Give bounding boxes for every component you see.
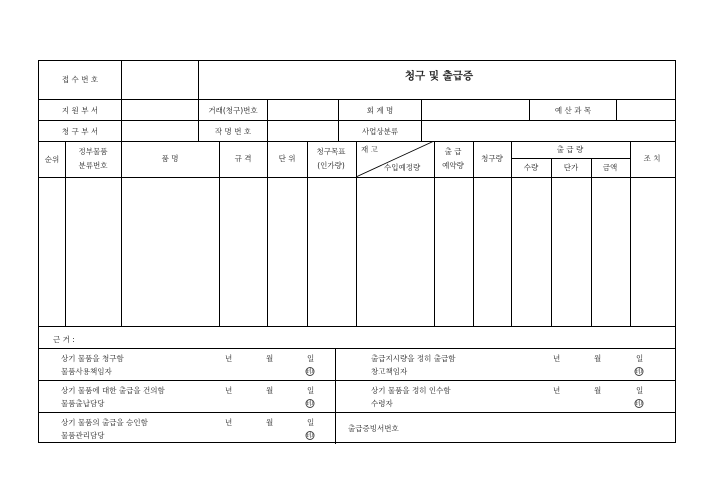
- day-label: 일: [307, 386, 315, 395]
- year-label: 년: [553, 354, 561, 363]
- col-issue-qty-group: 출 급 량: [556, 145, 584, 154]
- issue-no-label: 작 명 번 호: [214, 127, 252, 136]
- role-user-manager: 물품사용책임자: [61, 367, 112, 376]
- year-label: 년: [553, 386, 561, 395]
- statement-request: 상기 물품을 청구함: [61, 354, 124, 363]
- signature-approve[interactable]: [39, 413, 334, 443]
- seal-icon: 印: [635, 399, 643, 407]
- year-label: 년: [225, 354, 233, 363]
- col-issue-2: 예약량: [442, 161, 464, 170]
- col-gov-class-2: 분류번호: [78, 161, 108, 170]
- signature-issued[interactable]: [336, 349, 674, 380]
- seal-icon: 印: [306, 431, 314, 439]
- month-label: 월: [266, 354, 274, 363]
- signature-request[interactable]: [39, 349, 334, 380]
- month-label: 월: [266, 418, 274, 427]
- role-issue-officer: 물품출납담당: [61, 399, 105, 408]
- col-issue-1: 출 급: [444, 147, 462, 156]
- receipt-no-field[interactable]: [122, 62, 197, 98]
- signature-recommend[interactable]: [39, 381, 334, 412]
- year-label: 년: [225, 386, 233, 395]
- month-label: 월: [266, 386, 274, 395]
- col-target-2: (인가량): [317, 161, 345, 170]
- item-table-body[interactable]: [40, 178, 674, 325]
- form-title: 청구 및 출급증: [404, 70, 474, 82]
- day-label: 일: [636, 354, 644, 363]
- statement-approve: 상기 물품의 출급을 승인함: [61, 418, 148, 427]
- signature-received[interactable]: [336, 381, 674, 412]
- year-label: 년: [225, 418, 233, 427]
- account-name-label: 회 계 명: [366, 106, 394, 115]
- basis-label: 근 거 :: [53, 335, 75, 344]
- col-target-1: 청구목표: [316, 147, 346, 156]
- transaction-no-label: 거래(청구)번호: [208, 106, 258, 115]
- seal-icon: 印: [635, 367, 643, 375]
- role-property-manager: 물품관리담당: [61, 431, 105, 440]
- statement-received: 상기 물품을 정히 인수함: [371, 386, 451, 395]
- support-dept-label: 지 원 부 서: [61, 106, 99, 115]
- role-warehouse-manager: 창고책임자: [371, 367, 408, 376]
- receipt-no-label: 접 수 번 호: [61, 75, 99, 84]
- col-spec: 규 격: [234, 154, 252, 163]
- day-label: 일: [636, 386, 644, 395]
- budget-item-label: 예 산 과 목: [554, 106, 592, 115]
- statement-recommend: 상기 물품에 대한 출급을 건의함: [61, 386, 165, 395]
- day-label: 일: [307, 354, 315, 363]
- col-item-name: 품 명: [161, 154, 179, 163]
- col-amount: 금액: [602, 163, 618, 172]
- col-seq: 순위: [44, 155, 60, 164]
- col-gov-class-1: 정부물품: [78, 147, 108, 156]
- col-action: 조 치: [643, 154, 661, 163]
- month-label: 월: [594, 386, 602, 395]
- col-request-qty: 청구량: [481, 154, 503, 163]
- request-dept-label: 청 구 부 서: [61, 127, 99, 136]
- role-recipient: 수령자: [371, 399, 393, 408]
- request-issue-form: [38, 60, 676, 443]
- issue-voucher-no[interactable]: [336, 413, 674, 443]
- statement-issued: 출급지시량을 정히 출급함: [371, 354, 456, 363]
- month-label: 월: [594, 354, 602, 363]
- col-incoming: 수입예정량: [384, 163, 421, 172]
- business-class-label: 사업상분류: [361, 127, 399, 136]
- col-unit: 단 위: [278, 154, 296, 163]
- seal-icon: 印: [306, 367, 314, 375]
- day-label: 일: [307, 418, 315, 427]
- col-unit-price: 단가: [563, 163, 579, 172]
- col-stock: 재 고: [361, 145, 378, 154]
- statement-voucher-no: 출급증빙서번호: [348, 424, 399, 433]
- col-qty: 수량: [523, 163, 539, 172]
- seal-icon: 印: [306, 399, 314, 407]
